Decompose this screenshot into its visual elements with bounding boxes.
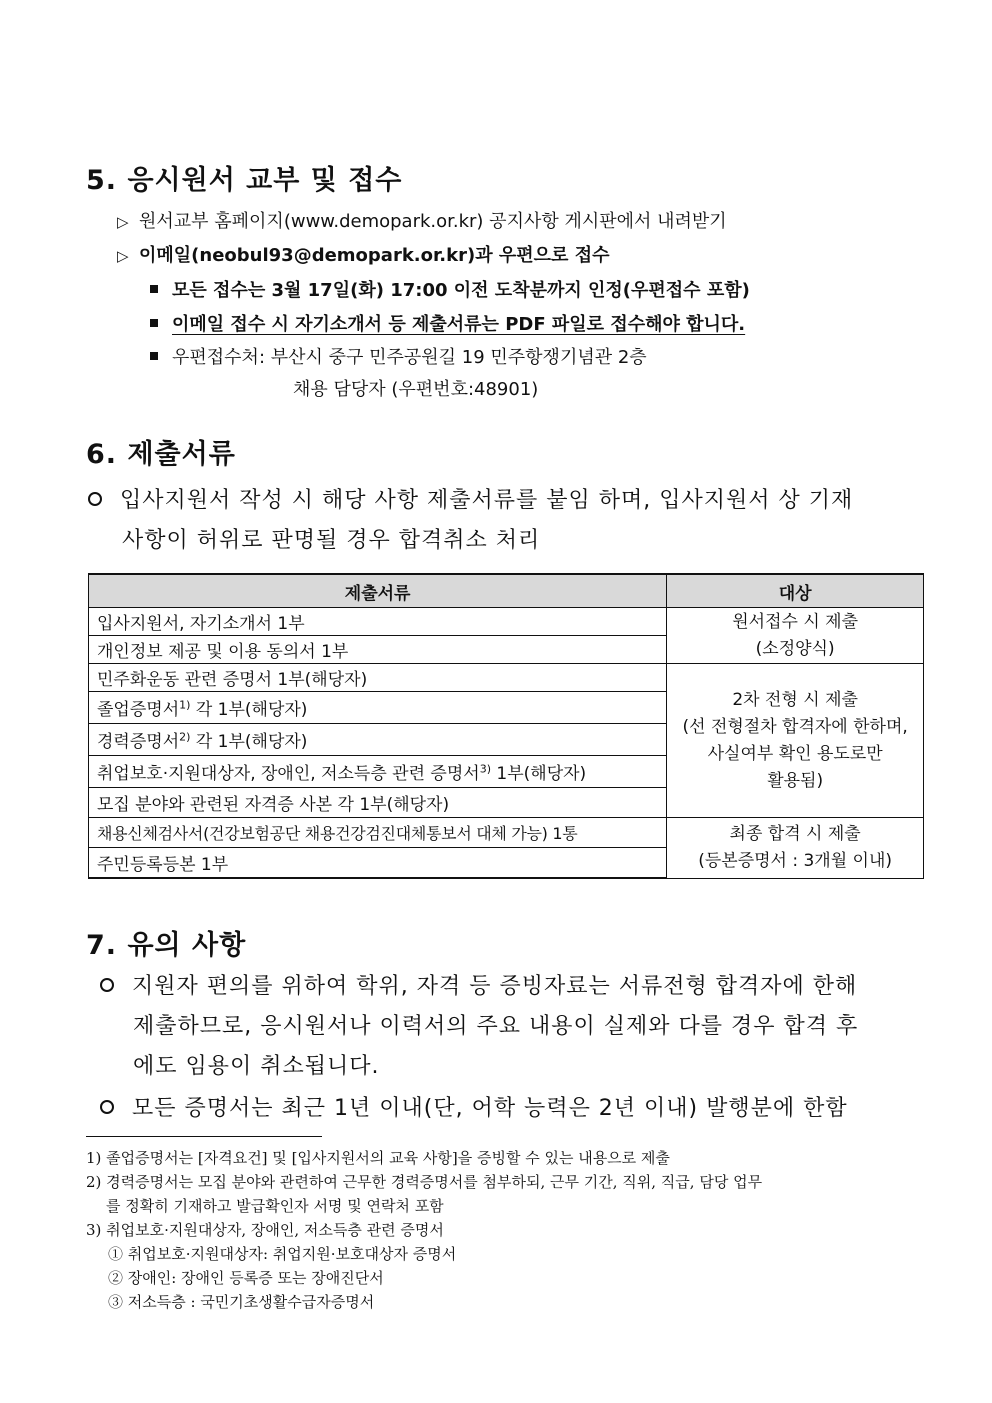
table-cell-target <box>667 664 924 818</box>
footnote-3: 3) 취업보호·지원대상자, 장애인, 저소득층 관련 증명서 <box>86 1221 444 1239</box>
table-cell-document: 모집 분야와 관련된 자격증 사본 각 1부(해당자) <box>89 788 667 818</box>
circle-bullet-icon <box>100 1100 114 1114</box>
section6-para-line2: 사항이 허위로 판명될 경우 합격취소 처리 <box>122 528 541 553</box>
section5-sub2 <box>150 310 745 336</box>
section7-paragraph-2 <box>100 1089 920 1129</box>
footnote-ref: 2) <box>179 730 191 744</box>
section7-p1-line1: 지원자 편의를 위하여 학위, 자격 등 증빙자료는 서류전형 합격자에 한해 <box>132 974 858 999</box>
section7-paragraph-1 <box>100 967 920 1087</box>
document-text: 각 1부(해당자) <box>190 732 308 752</box>
footnote-divider <box>86 1136 322 1137</box>
table-cell-document <box>89 756 667 788</box>
table-cell-document: 주민등록등본 1부 <box>89 848 667 879</box>
section7-heading: 7. 유의 사항 <box>86 930 247 961</box>
section5-item1 <box>117 207 727 233</box>
target-text: (소정양식) <box>755 638 835 659</box>
circle-bullet-icon <box>88 492 102 506</box>
section5-item2 <box>117 241 609 267</box>
footnote-2: 2) 경력증명서는 모집 분야와 관련하여 근무한 경력증명서를 첨부하되, 근무 기간, 직위, 직급, 담당 업무 <box>86 1173 763 1191</box>
target-text: (등본증명서 : 3개월 이내) <box>698 850 893 871</box>
table-row <box>89 664 924 692</box>
section6-para-line1: 입사지원서 작성 시 해당 사항 제출서류를 붙임 하며, 입사지원서 상 기재 <box>120 488 854 513</box>
triangle-bullet-icon: ▷ <box>117 247 129 265</box>
target-text: 원서접수 시 제출 <box>732 611 859 632</box>
square-bullet-icon <box>150 352 158 360</box>
table-header-target: 대상 <box>667 574 924 608</box>
section5-sub3 <box>150 343 647 369</box>
triangle-bullet-icon: ▷ <box>117 213 129 231</box>
square-bullet-icon <box>150 319 158 327</box>
section6-heading: 6. 제출서류 <box>86 439 236 470</box>
table-cell-document <box>89 692 667 724</box>
square-bullet-icon <box>150 285 158 293</box>
table-cell-document: 개인정보 제공 및 이용 동의서 1부 <box>89 636 667 664</box>
table-cell-document <box>89 724 667 756</box>
footnote-3-item-2: ② 장애인: 장애인 등록증 또는 장애진단서 <box>108 1269 384 1287</box>
section7-p1-line3: 에도 임용이 취소됩니다. <box>133 1054 380 1079</box>
section5-sub1 <box>150 276 750 302</box>
target-text: (선 전형절차 합격자에 한하며, <box>682 716 908 737</box>
table-header-row <box>89 574 924 608</box>
table-cell-target <box>667 608 924 664</box>
table-cell-target <box>667 818 924 879</box>
section5-item1-text: 원서교부 홈페이지(www.demopark.or.kr) 공지사항 게시판에서 내려받기 <box>139 211 727 232</box>
footnote-2-continuation: 를 정확히 기재하고 발급확인자 서명 및 연락처 포함 <box>106 1197 444 1215</box>
section7-p1-line2: 제출하므로, 응시원서나 이력서의 주요 내용이 실제와 다를 경우 합격 후 <box>133 1014 859 1039</box>
table-row <box>89 608 924 636</box>
footnote-3-item-3: ③ 저소득층 : 국민기초생활수급자증명서 <box>108 1293 375 1311</box>
target-text: 활용됨) <box>767 770 824 791</box>
section7-p2-line1: 모든 증명서는 최근 1년 이내(단, 어학 능력은 2년 이내) 발행분에 한함 <box>132 1096 848 1121</box>
section6-paragraph <box>88 481 918 561</box>
table-cell-document: 입사지원서, 자기소개서 1부 <box>89 608 667 636</box>
circle-bullet-icon <box>100 978 114 992</box>
footnote-3-item-1: ① 취업보호·지원대상자: 취업지원·보호대상자 증명서 <box>108 1245 457 1263</box>
target-text: 최종 합격 시 제출 <box>729 823 861 844</box>
table-header-documents: 제출서류 <box>89 574 667 608</box>
section5-item2-text: 이메일(neobul93@demopark.or.kr)과 우편으로 접수 <box>139 245 610 266</box>
footnote-1: 1) 졸업증명서는 [자격요건] 및 [입사지원서의 교육 사항]을 증빙할 수 있는 내용으로 제출 <box>86 1149 670 1167</box>
document-text: 취업보호·지원대상자, 장애인, 저소득층 관련 증명서 <box>97 764 480 784</box>
target-text: 사실여부 확인 용도로만 <box>707 743 883 764</box>
document-text: 1부(해당자) <box>491 764 587 784</box>
document-text: 졸업증명서 <box>97 700 180 720</box>
footnote-ref: 3) <box>479 762 491 776</box>
section5-sub3-text: 우편접수처: 부산시 중구 민주공원길 19 민주항쟁기념관 2층 <box>172 347 647 368</box>
section5-heading: 5. 응시원서 교부 및 접수 <box>86 165 403 196</box>
section5-sub2-text: 이메일 접수 시 자기소개서 등 제출서류는 PDF 파일로 접수해야 합니다. <box>172 314 746 335</box>
table-row <box>89 818 924 848</box>
footnote-ref: 1) <box>179 698 191 712</box>
table-cell-document: 채용신체검사서(건강보험공단 채용건강검진대체통보서 대체 가능) 1통 <box>89 818 667 848</box>
section5-sub3-continuation: 채용 담당자 (우편번호:48901) <box>293 379 539 400</box>
document-text: 각 1부(해당자) <box>190 700 308 720</box>
document-text: 경력증명서 <box>97 732 180 752</box>
target-text: 2차 전형 시 제출 <box>732 689 858 710</box>
documents-table <box>88 573 924 879</box>
table-cell-document: 민주화운동 관련 증명서 1부(해당자) <box>89 664 667 692</box>
section5-sub1-text: 모든 접수는 3월 17일(화) 17:00 이전 도착분까지 인정(우편접수 포함) <box>172 280 750 301</box>
